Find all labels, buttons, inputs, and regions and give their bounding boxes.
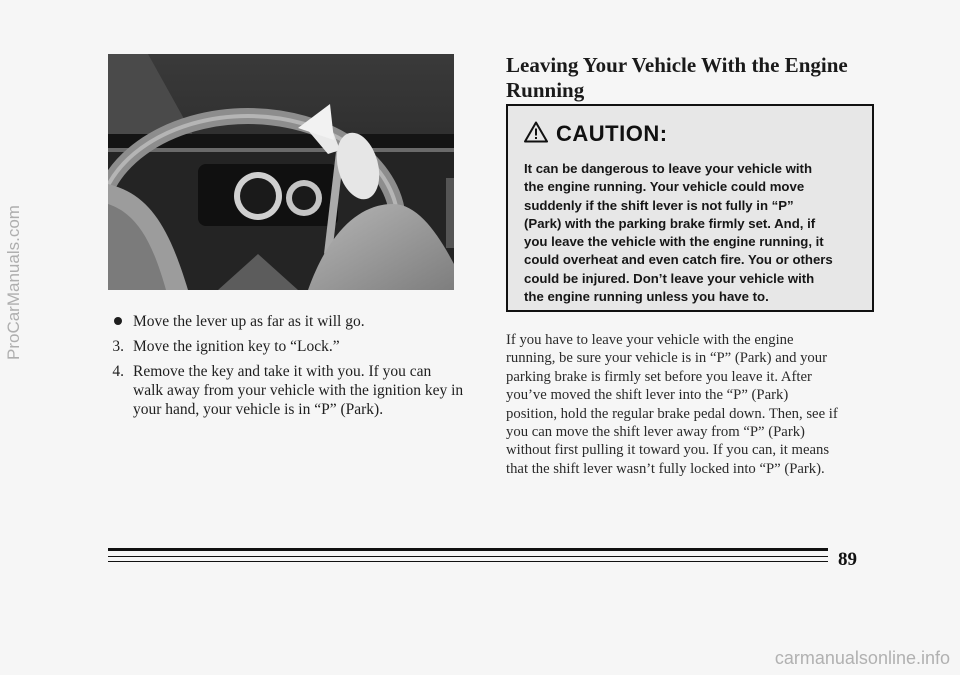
paragraph-line: you’ve moved the shift lever into the “P” (Park) [506, 387, 789, 404]
bottom-watermark: carmanualsonline.info [774, 648, 950, 668]
caution-title-text: CAUTION: [556, 121, 668, 146]
footer-rule [108, 556, 828, 557]
paragraph-line: running, be sure your vehicle is in “P” (Park) and your [506, 350, 828, 367]
step-4 [108, 362, 468, 422]
caution-line: suddenly if the shift lever is not fully in “P” [524, 197, 794, 213]
caution-line: the engine running unless you have to. [524, 289, 769, 305]
step-number: 4. [112, 363, 124, 380]
caution-line: could be injured. Don’t leave your vehicle with [524, 270, 815, 286]
paragraph-line: If you have to leave your vehicle with the engine [506, 332, 794, 348]
step-text: Move the ignition key to “Lock.” [133, 338, 340, 355]
body-paragraph [506, 331, 868, 478]
step-number: 3. [112, 338, 124, 355]
bullet-dot [114, 317, 122, 325]
footer-rule [108, 548, 828, 551]
steering-wheel-shift-lever-photo [108, 54, 454, 290]
paragraph-line: without first pulling it toward you. If you can, it means [506, 442, 830, 459]
heading-line: Running [506, 78, 585, 102]
section-heading [506, 53, 866, 103]
heading-line: Leaving Your Vehicle With the Engine [506, 53, 848, 77]
caution-line: you leave the vehicle with the engine running, it [524, 234, 824, 250]
paragraph-line: that the shift lever wasn’t fully locked into “P” (Park). [506, 460, 825, 477]
side-watermark: ProCarManuals.com [4, 205, 23, 360]
caution-body [524, 160, 870, 306]
caution-line: could overheat and even catch fire. You or others [524, 252, 833, 268]
page-number: 89 [838, 549, 857, 570]
caution-box [506, 104, 874, 312]
footer-rule [108, 561, 828, 562]
caution-title [524, 120, 668, 148]
caution-line: (Park) with the parking brake firmly set. And, if [524, 215, 816, 231]
paragraph-line: parking brake is firmly set before you leave it. After [506, 368, 812, 385]
step-text-line: walk away from your vehicle with the ignition key in [133, 382, 464, 399]
step-text-line: Remove the key and take it with you. If you can [133, 363, 432, 380]
caution-line: It can be dangerous to leave your vehicle with [524, 161, 813, 176]
warning-triangle-icon [524, 121, 548, 148]
step-text-line: your hand, your vehicle is in “P” (Park). [133, 401, 384, 418]
caution-line: the engine running. Your vehicle could move [524, 179, 805, 195]
step-move-lever [133, 312, 365, 331]
step-text: Move the lever up as far as it will go. [133, 313, 365, 330]
paragraph-line: position, hold the regular brake pedal down. Then, see if [506, 405, 838, 422]
paragraph-line: you can move the shift lever away from “P” (Park) [506, 424, 805, 441]
